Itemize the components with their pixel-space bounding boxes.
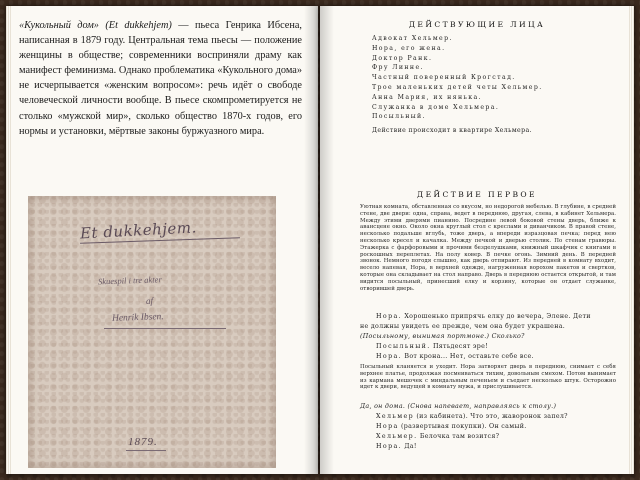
line-text: Да!	[404, 443, 417, 450]
manuscript-year: 1879.	[128, 436, 158, 448]
line-text: Да, он дома. (Снова напевает, направляясь к столу.)	[360, 403, 557, 410]
manuscript-af: af	[146, 296, 154, 306]
cast-list	[372, 34, 602, 136]
speaker: Хельмер.	[376, 433, 418, 440]
intro-title-orig: (Et dukkehjem)	[105, 20, 172, 31]
intro-paragraph	[19, 18, 302, 139]
line-text: (Посыльному, вынимая портмоне.) Сколько?	[360, 333, 525, 340]
dialogue-line	[360, 312, 618, 322]
cast-item: Доктор Ранк.	[372, 54, 433, 62]
intro-text: — пьеса Генрика Ибсена, написанная в 1879 году. Центральная тема пьесы — положение женщины в обществе; современники восприняли драму как манифест феминизма. Однако проблематика «Кукольного дома» не исчерпывается «женским вопросом»: речь идёт о свободе человеческой личности вообще. В пьесе скомпрометируется не столько «мужской мир», сколько общество 1870-х годов, его нормы и установки, мёртвые законы буржуазного мира.	[19, 20, 302, 137]
dialogue-line	[360, 332, 618, 342]
speaker: Хельмер	[376, 413, 415, 420]
stage-direction-2: Посыльный кланяется и уходит. Нора затворяет дверь в переднюю, снимает с себя верхнее платье, продолжая посмеиваться тихим, довольным смехом. Потом вынимает из кармана мешочек с миндальным печеньем и съедает несколько штук. Осторожно идет к двери, ведущей в комнату мужа, и прислушивается.	[360, 364, 616, 391]
speaker: Посыльный.	[376, 343, 431, 350]
manuscript-cover-image	[28, 196, 276, 468]
line-text: Пятьдесят эре!	[432, 343, 488, 350]
line-text: Хорошенько припрячь елку до вечера, Элене. Дети	[404, 313, 591, 320]
cast-title: ДЕЙСТВУЮЩИЕ ЛИЦА	[408, 20, 546, 29]
intro-title-ru: «Кукольный дом»	[19, 20, 99, 31]
cast-item: Адвокат Хельмер.	[372, 35, 453, 42]
dialogue-line	[360, 352, 618, 362]
manuscript-year-underline	[126, 450, 166, 451]
cast-item: Нора, его жена.	[372, 44, 446, 52]
dialogue-line	[360, 322, 618, 332]
line-text: Вот крона... Нет, оставьте себе все.	[404, 353, 534, 360]
line-text: (из кабинета). Что это, жаворонок запел?	[416, 413, 568, 420]
book-spread	[6, 6, 634, 474]
cast-item: Трое маленьких детей четы Хельмер.	[372, 83, 543, 91]
cast-item: Служанка в доме Хельмера.	[372, 103, 500, 111]
left-page	[6, 6, 318, 474]
dialogue-block-2	[360, 402, 618, 452]
speaker: Нора.	[376, 353, 403, 360]
stage-direction-1: Уютная комната, обставленная со вкусом, но недорогой мебелью. В глубине, в средней стене, две двери: одна, справа, ведет в переднюю, другая, слева, в кабинет Хельмера. Между этими дверями пианино. Посредине левой боковой стены дверь, ближе к авансцене окно. Около окна круглый стол с креслами и диванчиком. В правой стене, несколько подальше вглубь, тоже дверь, а впереди изразцовая печка; перед нею несколько кресел и качалка. Между печкой и дверью столик. По стенам гравюры. Этажерка с фарфоровыми и прочими безделушками, книжный шкафчик с книгами в роскошных переплетах. На полу ковер. В печке огонь. Зимний день. В передней звонок. Немного погодя слышно, как дверь отпирают. Из передней в комнату входит, весело напевая, Нора, в верхней одежде, нагруженная ворохом пакетов и свертков, которые она складывает на стол направо. Дверь в переднюю остается открытой, и там видится посыльный, принесший елку и корзину, которые он отдает служанке, отворившей дверь.	[360, 204, 616, 292]
setting-note: Действие происходит в квартире Хельмера.	[372, 127, 532, 135]
dialogue-line	[360, 342, 618, 352]
manuscript-author: Henrik Ibsen.	[111, 312, 164, 324]
speaker: Нора.	[376, 443, 403, 450]
cast-item: Фру Линне.	[372, 64, 424, 72]
cast-item: Анна Мария, их нянька.	[372, 93, 482, 101]
right-page-content	[320, 6, 634, 474]
dialogue-block-1	[360, 312, 618, 362]
right-page	[320, 6, 634, 474]
manuscript-title: Et dukkehjem.	[79, 218, 198, 243]
dialogue-line	[360, 412, 618, 422]
act-title: ДЕЙСТВИЕ ПЕРВОЕ	[417, 190, 537, 199]
cast-item: Посыльный.	[372, 113, 426, 121]
dialogue-line	[360, 422, 618, 432]
manuscript-subtitle: Skuespil i tre akter	[97, 274, 162, 287]
dialogue-line	[360, 402, 618, 412]
speaker: Нора.	[376, 313, 403, 320]
dialogue-line	[360, 432, 618, 442]
line-text: не должны увидеть ее прежде, чем она будет украшена.	[360, 323, 566, 330]
manuscript-author-underline	[104, 328, 226, 329]
speaker: Нора	[376, 423, 399, 430]
cast-item: Частный поверенный Крогстад.	[372, 74, 516, 82]
line-text: Белочка там возится?	[419, 433, 500, 440]
dialogue-line	[360, 442, 618, 452]
line-text: (развертывая покупки). Он самый.	[400, 423, 527, 430]
